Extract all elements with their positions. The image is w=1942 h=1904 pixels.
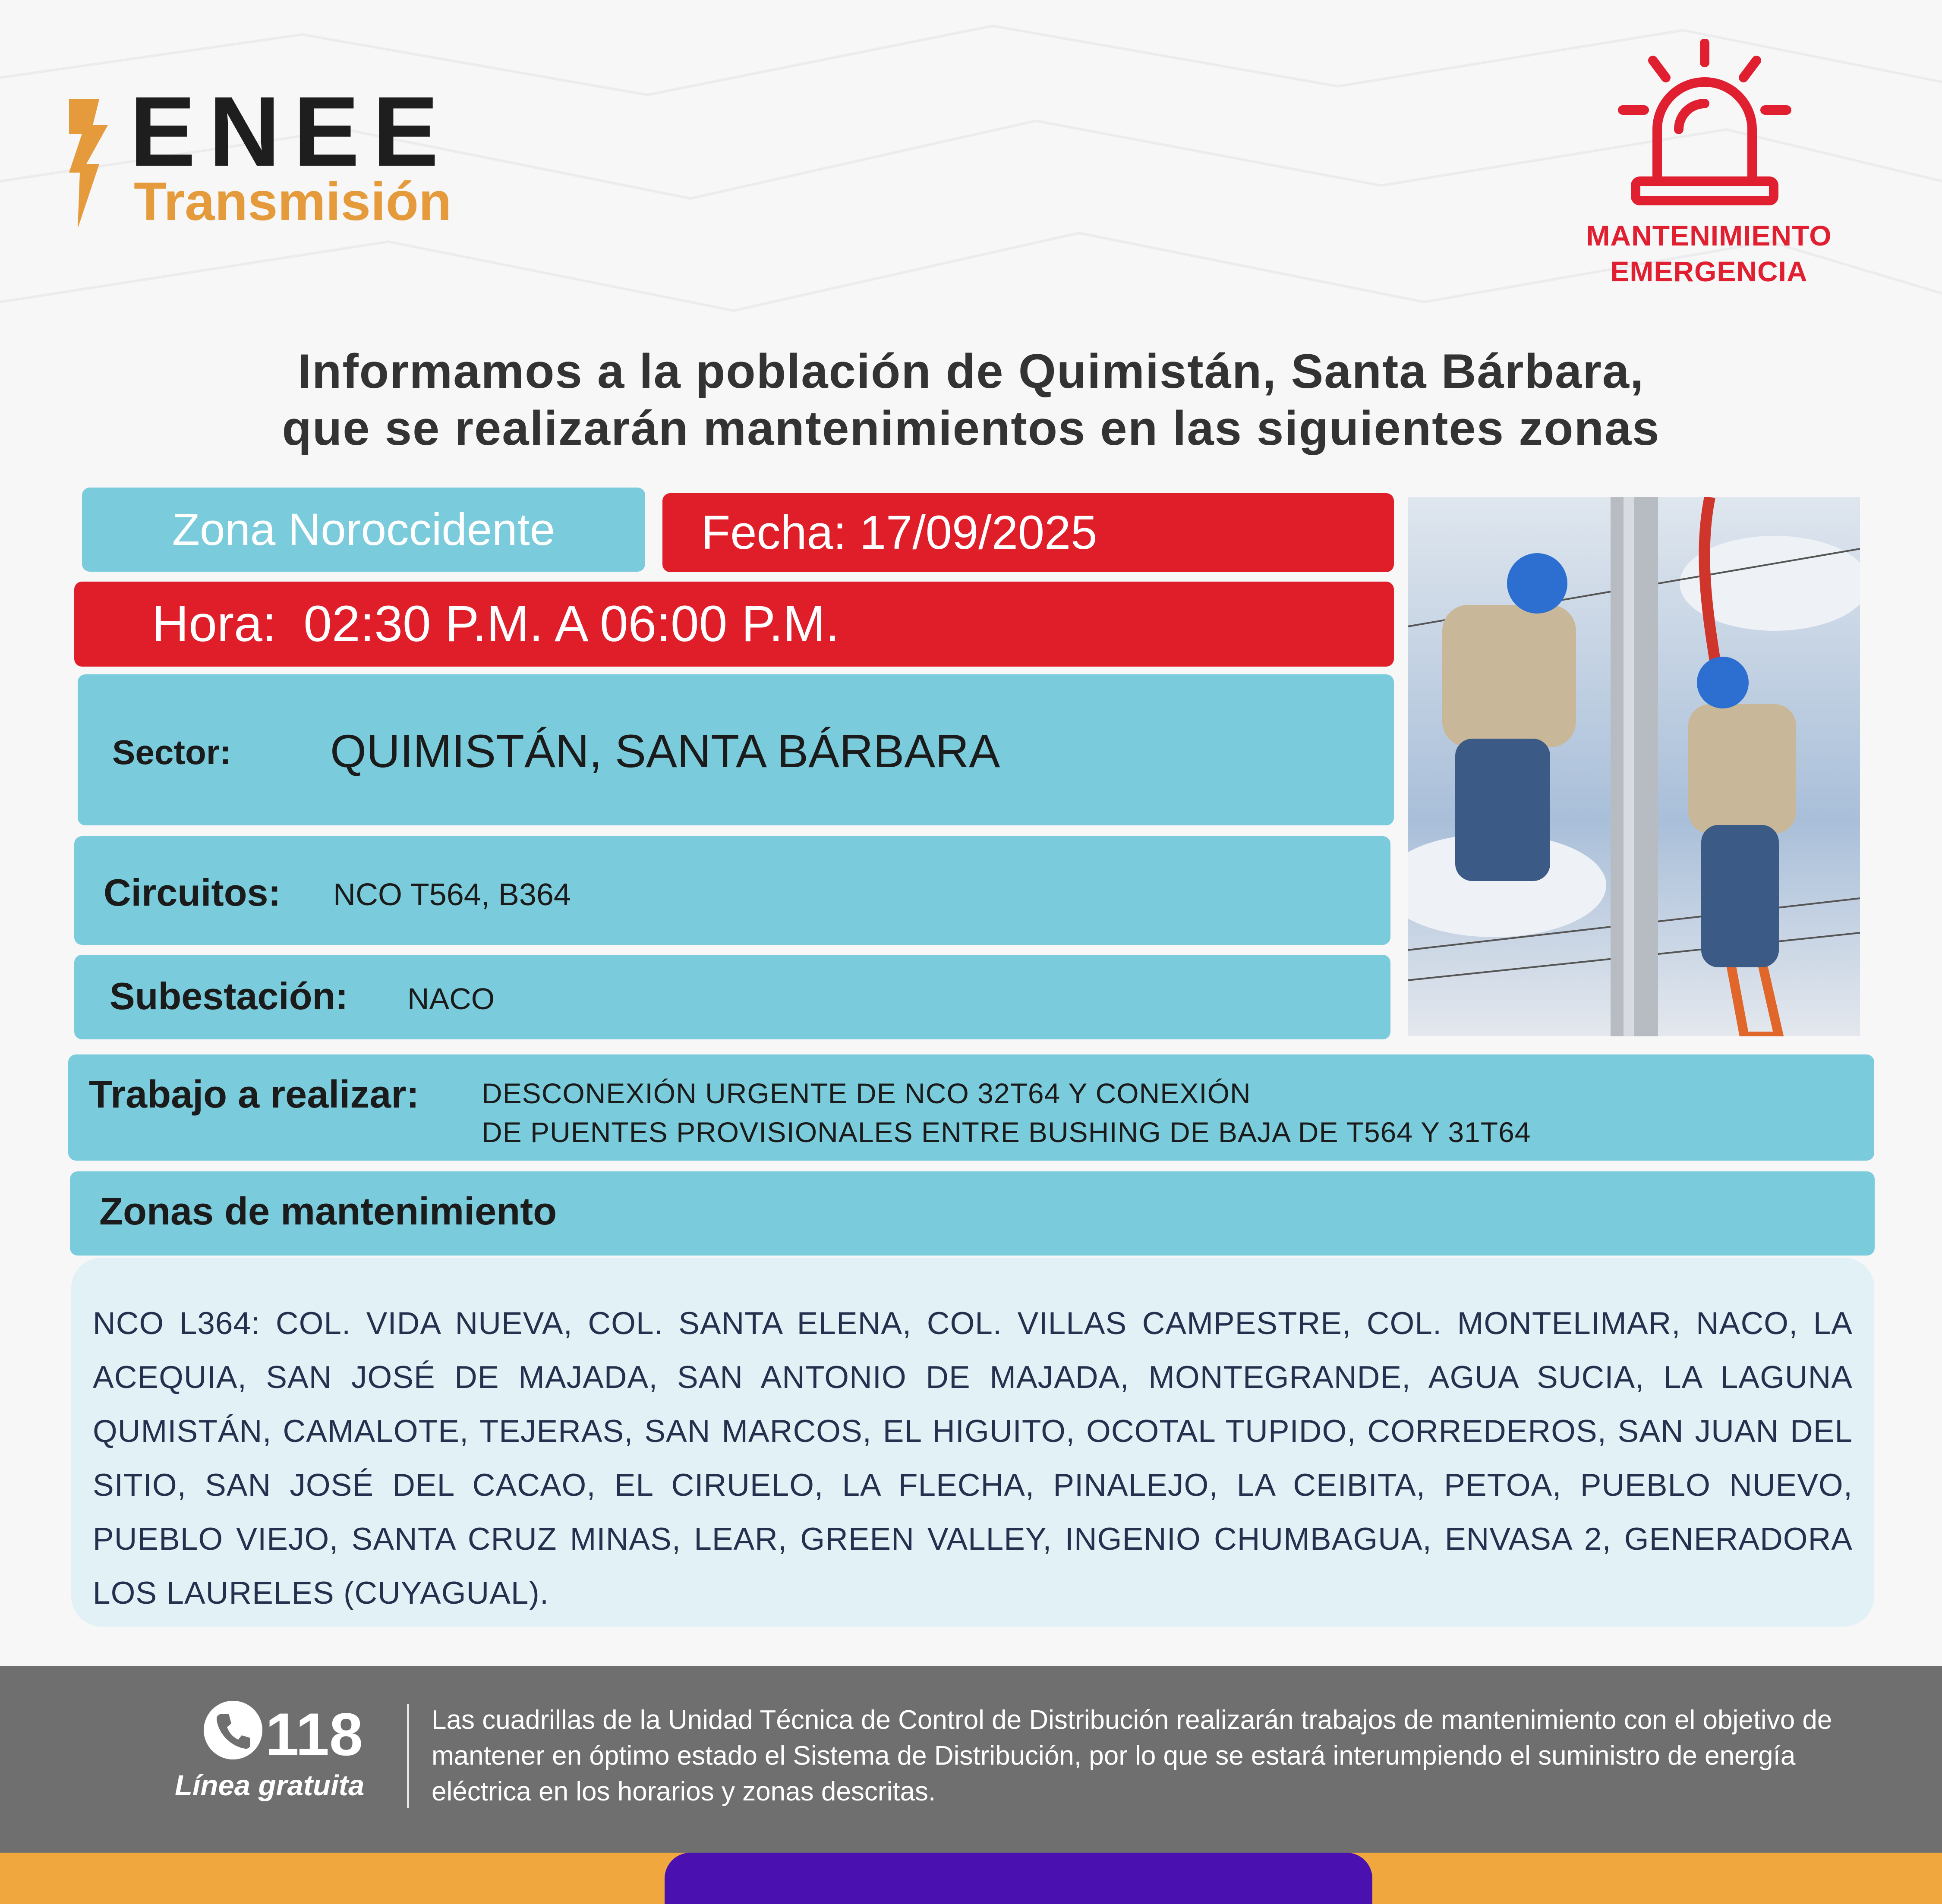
fecha-box	[662, 493, 1394, 572]
footer-text: Las cuadrillas de la Unidad Técnica de Control de Distribución realizarán trabajos de mantenimiento con el objetivo de mantener en óptimo estado el Sistema de Distribución, por lo que se estará interumpiendo el suministro de energía eléctrica en los horarios y zonas descritas.	[432, 1705, 1832, 1806]
hora-box	[74, 582, 1394, 667]
sector-box	[78, 674, 1394, 825]
zona-badge: Zona Noroccidente	[82, 488, 645, 572]
logo-enee-text: ENEE	[129, 76, 452, 187]
trabajo-label: Trabajo a realizar:	[89, 1073, 419, 1116]
phone-icon	[203, 1700, 263, 1760]
headline-line1: Informamos a la población de Quimistán, Santa Bárbara,	[297, 344, 1645, 398]
phone-label: Línea gratuita	[175, 1769, 365, 1802]
zonas-title: Zonas de mantenimiento	[99, 1190, 557, 1233]
hora-value: 02:30 P.M. A 06:00 P.M.	[303, 595, 840, 652]
subestacion-label: Subestación:	[110, 975, 348, 1017]
headline	[69, 343, 1873, 457]
fecha-label: Fecha:	[701, 506, 847, 559]
circuitos-label: Circuitos:	[104, 871, 281, 914]
alert-label	[1536, 218, 1882, 289]
hora-label: Hora:	[152, 595, 277, 652]
trabajo-line1: DESCONEXIÓN URGENTE DE NCO 32T64 Y CONEXIÓN	[482, 1077, 1251, 1109]
subestacion-value: NACO	[407, 982, 495, 1016]
logo-subtitle: Transmisión	[134, 172, 452, 232]
headline-line2: que se realizarán mantenimientos en las siguientes zonas	[282, 401, 1660, 456]
circuitos-box	[74, 836, 1390, 945]
footer-divider	[407, 1704, 409, 1808]
circuitos-value: NCO T564, B364	[333, 878, 571, 912]
enee-logo-icon	[69, 99, 112, 229]
sector-label: Sector:	[112, 733, 231, 771]
alert-line2: EMERGENCIA	[1610, 255, 1808, 287]
zonas-header	[70, 1171, 1875, 1256]
zonas-list: NCO L364: COL. VIDA NUEVA, COL. SANTA ELENA, COL. VILLAS CAMPESTRE, COL. MONTELIMAR, NACO, LA ACEQUIA, SAN JOSÉ DE MAJADA, SAN ANTONIO DE MAJADA, MONTEGRANDE, AGUA SUCIA, LA LAGUNA QUMISTÁN, CAMALOTE, TEJERAS, SAN MARCOS, EL HIGUITO, OCOTAL TUPIDO, CORREDEROS, SAN JUAN DEL SITIO, SAN JOSÉ DEL CACAO, EL CIRUELO, LA FLECHA, PINALEJO, LA CEIBITA, PETOA, PUEBLO NUEVO, PUEBLO VIEJO, SANTA CRUZ MINAS, LEAR, GREEN VALLEY, INGENIO CHUMBAGUA, ENVASA 2, GENERADORA LOS LAURELES (CUYAGUAL).	[71, 1258, 1874, 1627]
bottom-bar-purple	[665, 1853, 1372, 1904]
alert-line1: MANTENIMIENTO	[1586, 220, 1832, 252]
subestacion-box	[74, 955, 1390, 1039]
trabajo-line2: DE PUENTES PROVISIONALES ENTRE BUSHING DE BAJA DE T564 Y 31T64	[482, 1116, 1531, 1148]
fecha-value: 17/09/2025	[859, 506, 1097, 559]
phone-number: 118	[265, 1700, 363, 1768]
trabajo-box	[68, 1054, 1874, 1161]
lineworkers-photo	[1408, 497, 1860, 1036]
trabajo-description	[482, 1074, 1531, 1152]
sector-value: QUIMISTÁN, SANTA BÁRBARA	[330, 725, 1000, 777]
alarm-siren-icon	[1614, 39, 1795, 207]
